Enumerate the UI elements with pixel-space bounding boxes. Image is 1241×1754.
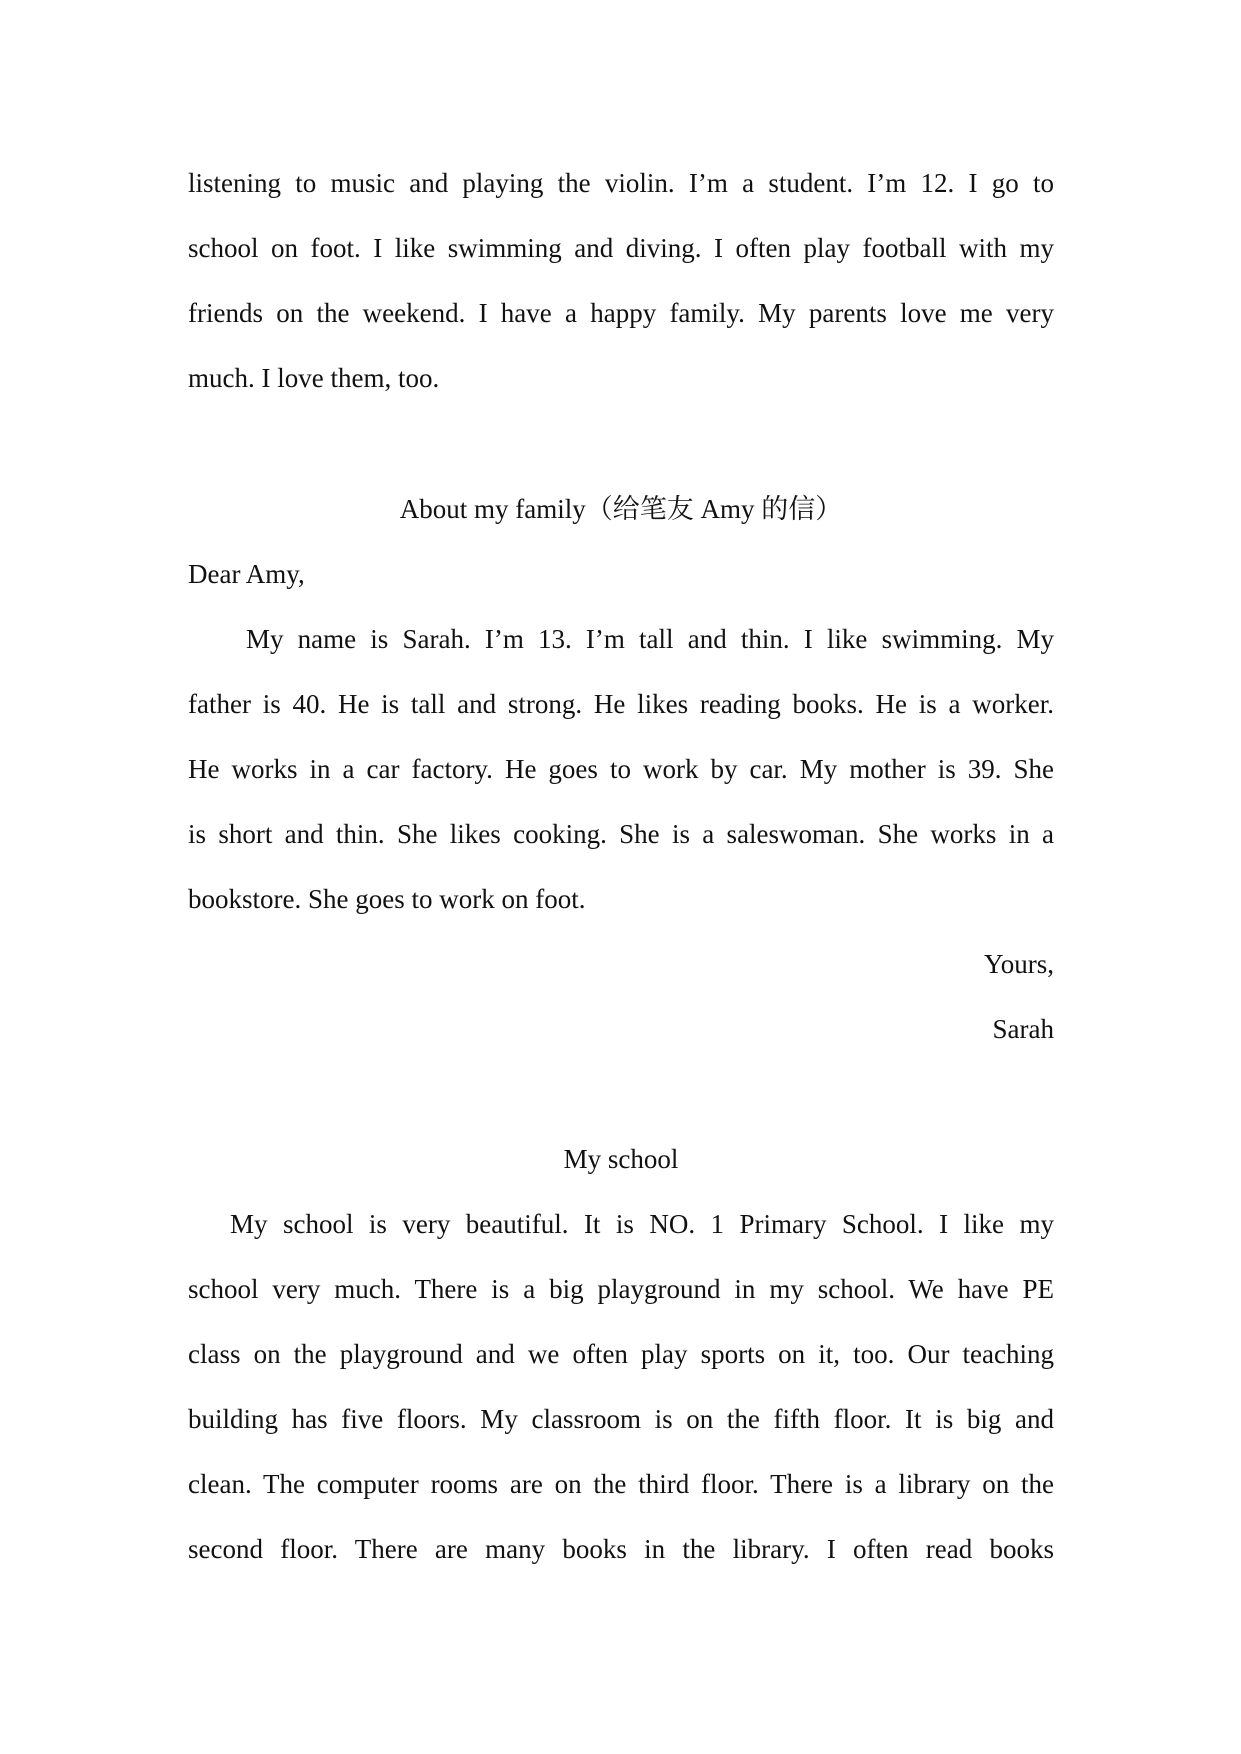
text-line: is short and thin. She likes cooking. She is a saleswoman. She works in a bbox=[188, 819, 1054, 849]
text-line: father is 40. He is tall and strong. He likes reading books. He is a worker. bbox=[188, 689, 1054, 719]
text-line: bookstore. She goes to work on foot. bbox=[188, 884, 586, 914]
text-line: building has five floors. My classroom is on the fifth floor. It is big and bbox=[188, 1404, 1054, 1434]
letter-signature: Sarah bbox=[992, 1014, 1054, 1044]
text-line: clean. The computer rooms are on the third floor. There is a library on the bbox=[188, 1469, 1054, 1499]
text-line: friends on the weekend. I have a happy family. My parents love me very bbox=[188, 298, 1054, 328]
text-line: school on foot. I like swimming and diving. I often play football with my bbox=[188, 233, 1054, 263]
text-line: My name is Sarah. I’m 13. I’m tall and thin. I like swimming. My bbox=[246, 624, 1054, 654]
text-line: second floor. There are many books in the library. I often read books bbox=[188, 1534, 1054, 1564]
text-line: class on the playground and we often play sports on it, too. Our teaching bbox=[188, 1339, 1054, 1369]
text-line: My school is very beautiful. It is NO. 1 Primary School. I like my bbox=[230, 1209, 1054, 1239]
text-line: listening to music and playing the violin. I’m a student. I’m 12. I go to bbox=[188, 168, 1054, 198]
letter-greeting: Dear Amy, bbox=[188, 559, 305, 589]
text-line: school very much. There is a big playground in my school. We have PE bbox=[188, 1274, 1054, 1304]
text-line: much. I love them, too. bbox=[188, 363, 440, 393]
section-title: About my family（给笔友 Amy 的信） bbox=[399, 494, 843, 524]
letter-closing: Yours, bbox=[983, 949, 1054, 979]
section-title: My school bbox=[563, 1144, 679, 1174]
text-line: He works in a car factory. He goes to work by car. My mother is 39. She bbox=[188, 754, 1054, 784]
